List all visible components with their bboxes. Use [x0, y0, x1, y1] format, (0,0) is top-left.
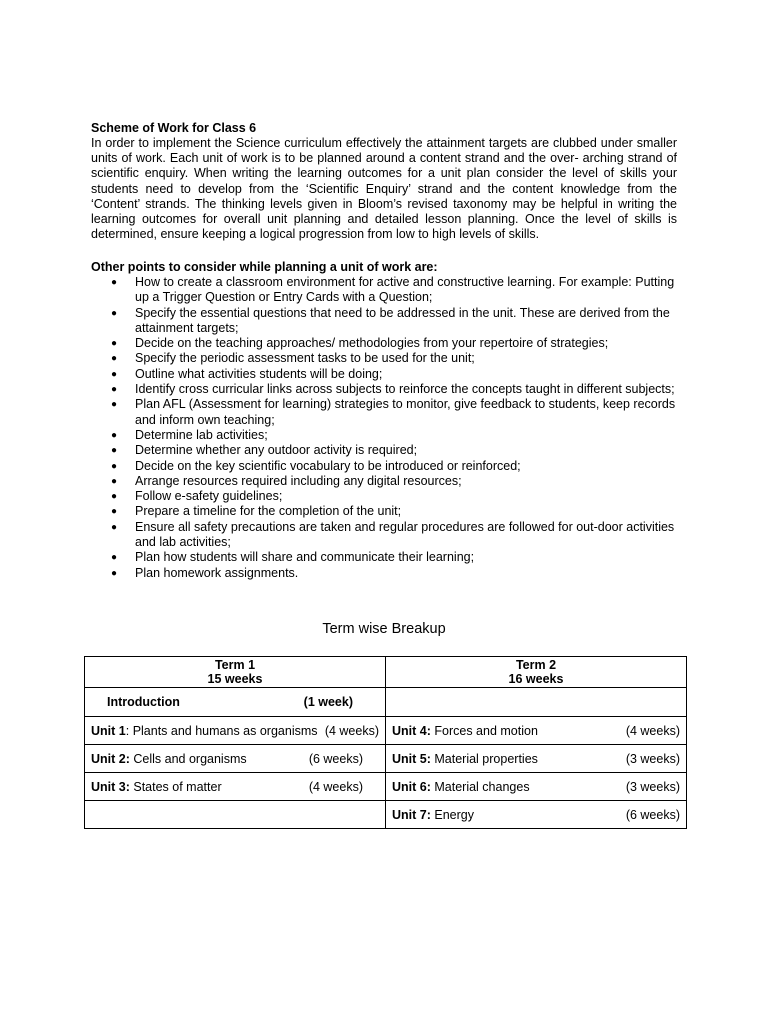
table-row [85, 801, 687, 829]
list-item: ● Decide on the key scientific vocabulary to be introduced or reinforced; [111, 458, 521, 473]
bullet-icon: ● [111, 307, 118, 319]
table-row [85, 717, 687, 745]
bullet-icon: ● [111, 552, 118, 564]
unit-name: Material changes [434, 779, 530, 794]
bullet-icon: ● [111, 384, 118, 396]
unit-duration: (6 weeks) [625, 807, 680, 822]
unit-code: Unit 3: [91, 779, 130, 794]
list-item: ● Plan homework assignments. [111, 565, 299, 580]
introduction-label: Introduction [107, 695, 180, 709]
unit-duration: (4 weeks) [308, 779, 363, 794]
unit-cell: Unit 1: Plants and humans as organisms (4 weeks) [85, 717, 386, 745]
unit-cell [386, 773, 687, 801]
term2-header [386, 657, 687, 688]
bullet-icon: ● [111, 429, 118, 441]
bullet-icon: ● [111, 353, 118, 365]
unit-duration: (3 weeks) [625, 779, 680, 794]
list-item: ● Ensure all safety precautions are taken and regular procedures are followed for out-door activities and lab activities; [111, 519, 675, 550]
list-item: ● Plan how students will share and communicate their learning; [111, 550, 475, 565]
bullet-icon: ● [111, 338, 118, 350]
list-item: ● Determine lab activities; [111, 427, 268, 442]
list-item: ● Specify the essential questions that need to be addressed in the unit. These are derived from the attainment targets; [111, 305, 670, 335]
unit-name: Forces and motion [434, 723, 538, 738]
table-row [85, 773, 687, 801]
list-item: ● Outline what activities students will be doing; [111, 366, 383, 381]
term1-weeks: 15 weeks [207, 672, 263, 686]
introduction-duration: (1 week) [303, 695, 353, 709]
empty-cell [85, 801, 386, 829]
bullet-icon: ● [111, 475, 118, 487]
unit-name: Plants and humans as organisms [132, 723, 318, 738]
unit-cell [386, 801, 687, 829]
unit-name: Energy [434, 807, 474, 822]
unit-code: Unit 5: [392, 751, 431, 766]
unit-name: Material properties [434, 751, 538, 766]
term1-header [85, 657, 386, 688]
bullet-icon: ● [111, 506, 118, 518]
bullet-icon: ● [111, 368, 118, 380]
list-item: ● Determine whether any outdoor activity is required; [111, 443, 418, 458]
table-row [85, 745, 687, 773]
term1-name: Term 1 [214, 658, 256, 672]
bullet-icon: ● [111, 460, 118, 472]
unit-code: Unit 2: [91, 751, 130, 766]
term2-name: Term 2 [515, 658, 557, 672]
unit-cell [85, 745, 386, 773]
list-item: ● Decide on the teaching approaches/ methodologies from your repertoire of strategies; [111, 336, 609, 351]
document-title: Scheme of Work for Class 6 [91, 121, 257, 135]
list-item: ● Plan AFL (Assessment for learning) strategies to monitor, give feedback to students, keep records and inform own teaching; [111, 397, 676, 427]
unit-code: Unit 6: [392, 779, 431, 794]
bullet-icon: ● [111, 521, 118, 533]
intro-paragraph: In order to implement the Science curriculum effectively the attainment targets are clubbed under smaller units of work. Each unit of work is to be planned around a content strand and the over- arching strand of scientific enquiry. When writing the learning outcomes for a unit plan consider the level of skills your students need to develop from the ‘Scientific Enquiry’ strand and the content knowledge from the ‘Content’ strands. The thinking levels given in Bloom’s revised taxonomy may be helpful in writing the learning outcomes for overall unit planning and detailed lesson planning. Once the level of skills is determined, ensure keeping a logical progression from low to high levels of skills. [91, 136, 677, 242]
bullet-icon: ● [111, 445, 118, 457]
points-list [91, 275, 691, 581]
list-item: ● Arrange resources required including any digital resources; [111, 473, 462, 488]
unit-code: Unit 7: [392, 807, 431, 822]
unit-cell [85, 773, 386, 801]
unit-duration: (4 weeks) [625, 723, 680, 738]
list-item: ● Identify cross curricular links across subjects to reinforce the concepts taught in different subjects; [111, 382, 675, 397]
unit-code: Unit 1 [91, 723, 126, 738]
term2-weeks: 16 weeks [508, 672, 564, 686]
bullet-icon: ● [111, 567, 118, 579]
points-heading: Other points to consider while planning a unit of work are: [91, 260, 438, 274]
unit-duration: (3 weeks) [625, 751, 680, 766]
unit-duration: (6 weeks) [308, 751, 363, 766]
unit-cell [386, 717, 687, 745]
unit-cell [386, 745, 687, 773]
list-item: ● How to create a classroom environment for active and constructive learning. For example: Putting up a Trigger Question or Entry Cards with a Question; [111, 275, 675, 305]
unit-duration: (4 weeks) [324, 723, 379, 738]
bullet-icon: ● [111, 399, 118, 411]
introduction-cell [85, 688, 386, 717]
table-row [85, 688, 687, 717]
bullet-icon: ● [111, 277, 118, 288]
empty-cell [386, 688, 687, 717]
term-breakup-table [84, 656, 687, 829]
list-item: ● Follow e-safety guidelines; [111, 489, 283, 504]
breakup-title: Term wise Breakup [322, 621, 446, 637]
list-item: ● Prepare a timeline for the completion of the unit; [111, 504, 402, 519]
unit-name: States of matter [133, 779, 222, 794]
table-header-row [85, 657, 687, 688]
list-item: ● Specify the periodic assessment tasks to be used for the unit; [111, 351, 475, 366]
unit-name: Cells and organisms [133, 751, 247, 766]
bullet-icon: ● [111, 491, 118, 503]
unit-code: Unit 4: [392, 723, 431, 738]
